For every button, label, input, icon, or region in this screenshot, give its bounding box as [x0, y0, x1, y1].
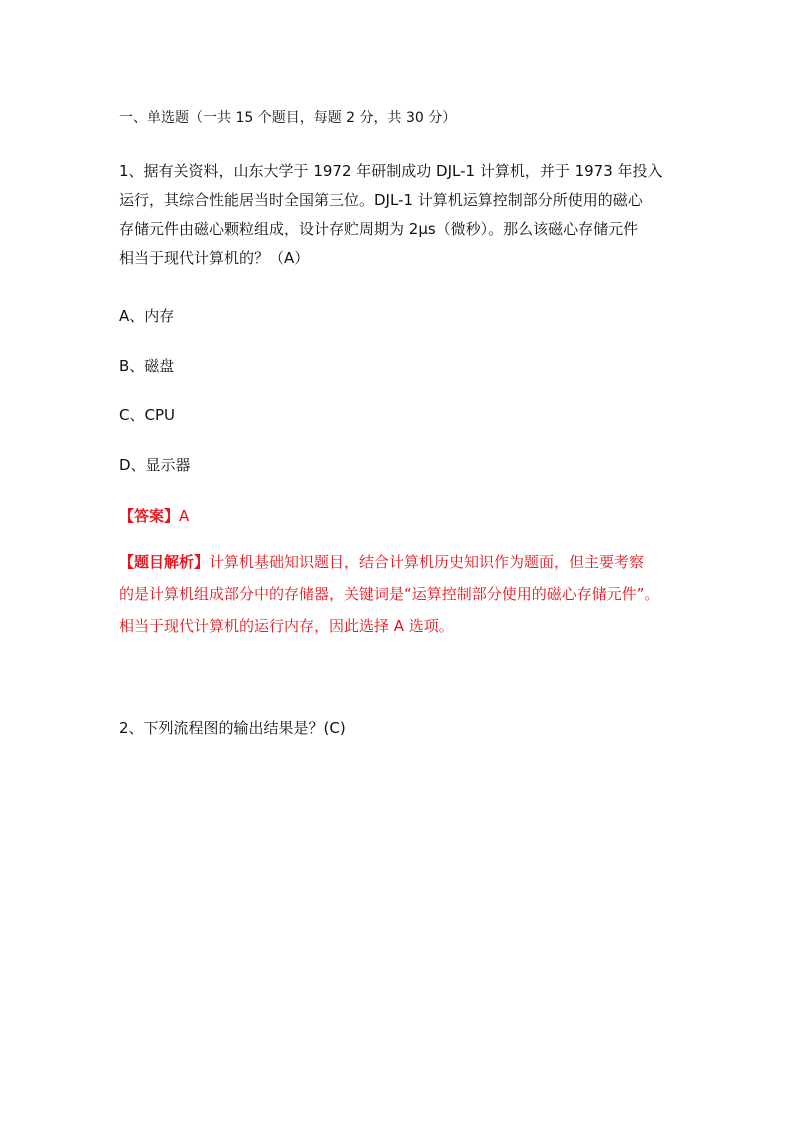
section-heading: 一、单选题（一共 15 个题目，每题 2 分，共 30 分）: [119, 110, 457, 126]
option-a: A、内存: [119, 307, 175, 325]
question-2-stem: 2、下列流程图的输出结果是？(C): [119, 719, 346, 737]
option-d: D、显示器: [119, 456, 191, 474]
option-c: C、CPU: [119, 406, 175, 424]
question-1-stem-line-1: 1、据有关资料，山东大学于 1972 年研制成功 DJL-1 计算机，并于 1973 年投入: [119, 162, 663, 180]
analysis-text-1: 计算机基础知识题目，结合计算机历史知识作为题面，但主要考察: [209, 553, 645, 571]
analysis-line-1: [119, 548, 679, 577]
analysis-line-2: 的是计算机组成部分中的存储器，关键词是“运算控制部分使用的磁心存储元件”。: [119, 585, 660, 603]
answer-label: 【答案】: [119, 507, 180, 525]
question-1-stem-line-2: 运行，其综合性能居当时全国第三位。DJL-1 计算机运算控制部分所使用的磁心: [119, 191, 643, 209]
question-1-stem-line-3: 存储元件由磁心颗粒组成，设计存贮周期为 2μs（微秒）。那么该磁心存储元件: [119, 220, 639, 238]
analysis-label: 【题目解析】: [119, 553, 210, 571]
answer-line: [119, 502, 679, 531]
question-1-stem-line-4: 相当于现代计算机的？（A）: [119, 249, 310, 267]
analysis-line-3: 相当于现代计算机的运行内存，因此选择 A 选项。: [119, 617, 454, 635]
option-b: B、磁盘: [119, 357, 175, 375]
answer-value: A: [179, 507, 190, 525]
